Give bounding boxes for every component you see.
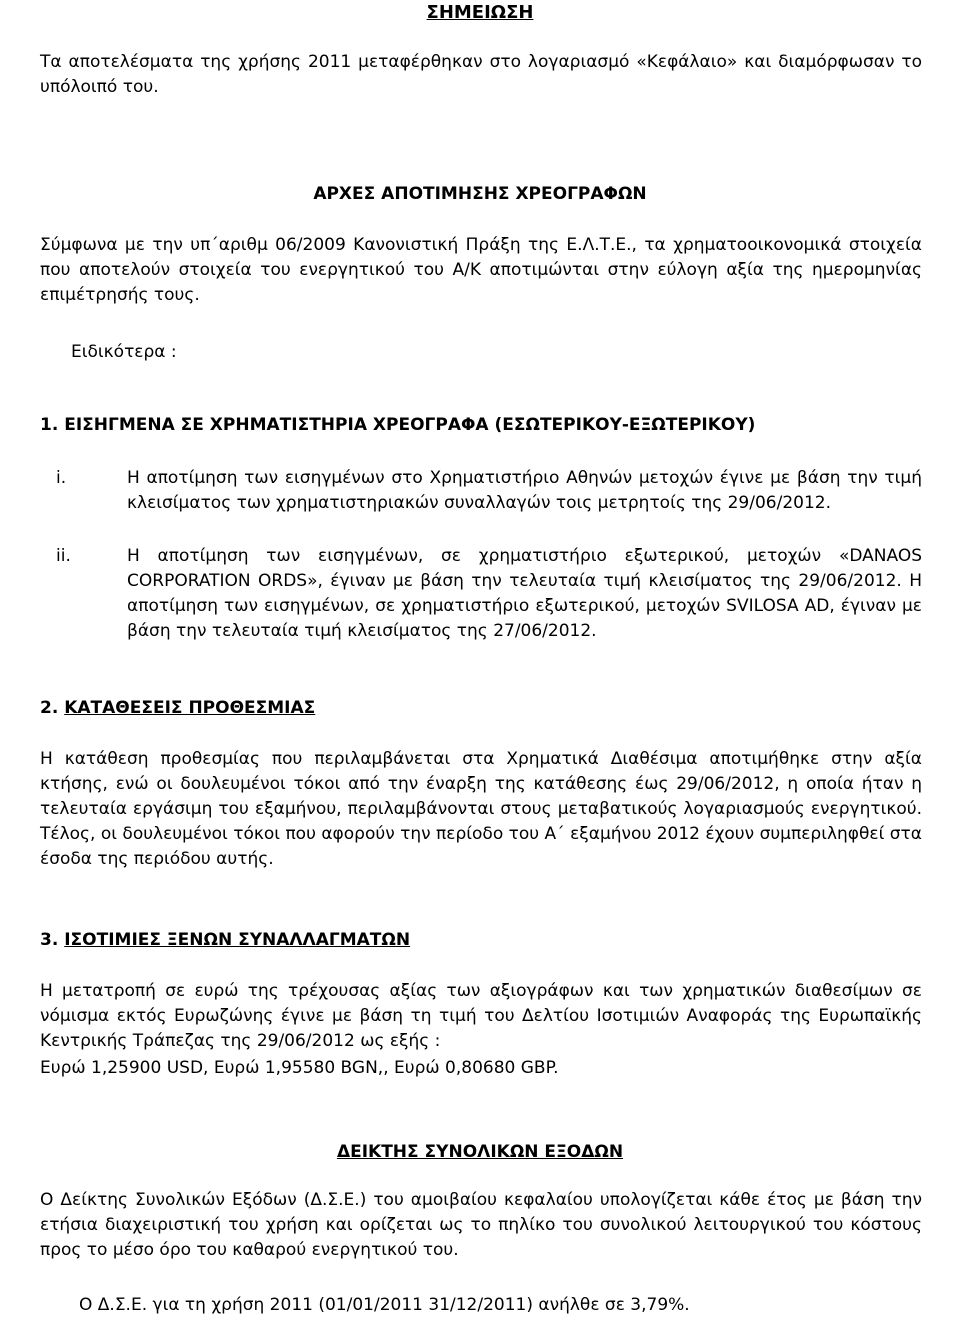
note-heading: ΣΗΜΕΙΩΣΗ bbox=[426, 2, 534, 23]
item-text: Η αποτίμηση των εισηγμένων, σε χρηματιστήριο εξωτερικού, μετοχών «DANAOS CORPORATION ORDS», έγιναν με βάση την τελευταία τιμή κλεισίματος της 29/06/2012. Η αποτίμηση των εισηγμένων, σε χρηματιστήριο εξωτερικού, μετοχών SVILOSA AD, έγιναν με βάση την τελευταία τιμή κλεισίματος της 27/06/2012. bbox=[127, 546, 922, 641]
expense-index-heading: ΔΕΙΚΤΗΣ ΣΥΝΟΛΙΚΩΝ ΕΞΟΔΩΝ bbox=[336, 1142, 624, 1162]
section-3-title: ΙΣΟΤΙΜΙΕΣ ΞΕΝΩΝ ΣΥΝΑΛΛΑΓΜΑΤΩΝ bbox=[64, 930, 411, 950]
section-3-rates: Ευρώ 1,25900 USD, Ευρώ 1,95580 BGN,, Ευρώ 0,80680 GBP. bbox=[40, 1058, 559, 1078]
section-2-heading bbox=[40, 696, 922, 721]
expense-index-text: Ο Δείκτης Συνολικών Εξόδων (Δ.Σ.Ε.) του αμοιβαίου κεφαλαίου υπολογίζεται κάθε έτος με βάση την ετήσια διαχειριστική του χρήση και ορίζεται ως το πηλίκο του συνολικού λειτουργικού του κόστους προς το μέσο όρο του καθαρού ενεργητικού του. bbox=[40, 1190, 922, 1260]
specifically-label: Ειδικότερα : bbox=[71, 342, 177, 362]
valuation-intro: Σύμφωνα με την υπ΄αριθμ 06/2009 Κανονιστική Πράξη της Ε.Λ.Τ.Ε., τα χρηματοοικονομικά στοιχεία που αποτελούν στοιχεία του ενεργητικού του Α/Κ αποτιμώνται στην εύλογη αξία της ημερομηνίας επιμέτρησής τους. bbox=[40, 235, 922, 305]
valuation-heading: ΑΡΧΕΣ ΑΠΟΤΙΜΗΣΗΣ ΧΡΕΟΓΡΑΦΩΝ bbox=[313, 184, 647, 204]
item-text: Η αποτίμηση των εισηγμένων στο Χρηματιστήριο Αθηνών μετοχών έγινε με βάση την τιμή κλεισίματος των χρηματιστηριακών συναλλαγών τοις μετρητοίς της 29/06/2012. bbox=[127, 468, 922, 513]
item-marker: ii. bbox=[56, 546, 71, 566]
section-2-title: ΚΑΤΑΘΕΣΕΙΣ ΠΡΟΘΕΣΜΙΑΣ bbox=[64, 698, 316, 718]
section-2-number: 2. bbox=[40, 698, 59, 718]
expense-index-result: Ο Δ.Σ.Ε. για τη χρήση 2011 (01/01/2011 31/12/2011) ανήλθε σε 3,79%. bbox=[79, 1295, 690, 1315]
item-marker: i. bbox=[56, 468, 67, 488]
section-1-title: ΕΙΣΗΓΜΕΝΑ ΣΕ ΧΡΗΜΑΤΙΣΤΗΡΙΑ ΧΡΕΟΓΡΑΦΑ (ΕΣΩΤΕΡΙΚΟΥ-ΕΞΩΤΕΡΙΚΟΥ) bbox=[64, 415, 756, 435]
section-1-item-ii bbox=[40, 544, 922, 644]
section-1-heading bbox=[40, 413, 922, 438]
section-3-text: Η μετατροπή σε ευρώ της τρέχουσας αξίας των αξιογράφων και των χρηματικών διαθεσίμων σε νόμισμα εκτός Ευρωζώνης έγινε με βάση τη τιμή του Δελτίου Ισοτιμιών Αναφοράς της Ευρωπαϊκής Κεντρικής Τράπεζας της 29/06/2012 ως εξής : bbox=[40, 981, 922, 1051]
note-text: Τα αποτελέσματα της χρήσης 2011 μεταφέρθηκαν στο λογαριασμό «Κεφάλαιο» και διαμόρφωσαν το υπόλοιπό του. bbox=[40, 52, 922, 97]
section-1-item-i bbox=[40, 466, 922, 516]
section-2-text: Η κατάθεση προθεσμίας που περιλαμβάνεται στα Χρηματικά Διαθέσιμα αποτιμήθηκε στην αξία κτήσης, ενώ οι δουλευμένοι τόκοι από την έναρξη της κατάθεσης έως 29/06/2012, η οποία ήταν η τελευταία εργάσιμη του εξαμήνου, περιλαμβάνονται στους μεταβατικούς λογαριασμούς ενεργητικού. Τέλος, οι δουλευμένοι τόκοι που αφορούν την περίοδο του Α΄ εξαμήνου 2012 έχουν συμπεριληφθεί στα έσοδα της περιόδου αυτής. bbox=[40, 749, 922, 869]
section-3-number: 3. bbox=[40, 930, 59, 950]
section-1-number: 1. bbox=[40, 415, 59, 435]
section-3-heading bbox=[40, 928, 922, 953]
